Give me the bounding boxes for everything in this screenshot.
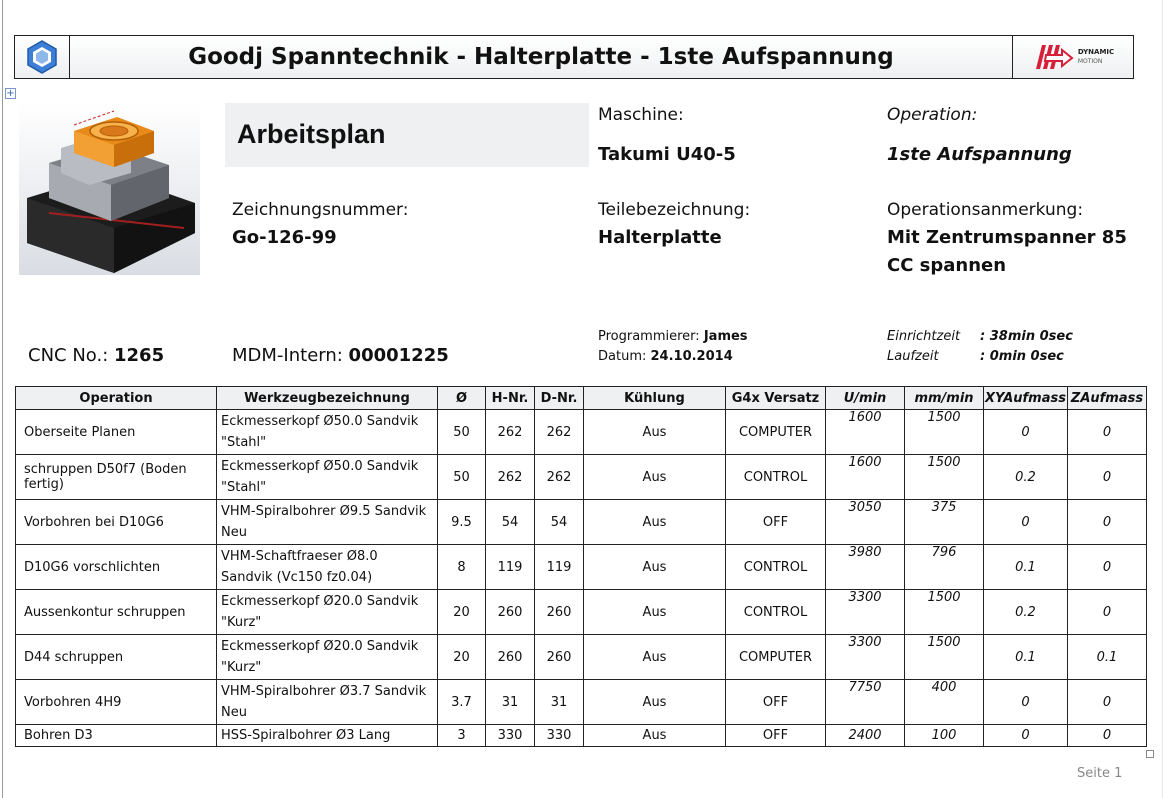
col-header: G4x Versatz	[726, 387, 826, 410]
col-header: Kühlung	[584, 387, 726, 410]
cell-z-allowance: 0	[1068, 410, 1147, 455]
cell-diameter: 50	[438, 455, 486, 500]
cell-tool: Eckmesserkopf Ø20.0 Sandvik "Kurz"	[217, 590, 438, 635]
cell-g4x: CONTROL	[726, 455, 826, 500]
table-header-row	[16, 387, 1147, 410]
cell-xy-allowance: 0	[984, 725, 1068, 747]
cell-z-allowance: 0	[1068, 545, 1147, 590]
cell-tool: Eckmesserkopf Ø50.0 Sandvik "Stahl"	[217, 455, 438, 500]
table-row	[16, 545, 1147, 590]
cell-cooling: Aus	[584, 545, 726, 590]
col-header: H-Nr.	[486, 387, 535, 410]
dynamic-motion-logo	[1012, 36, 1133, 78]
col-header: Operation	[16, 387, 217, 410]
cell-h-nr: 260	[486, 590, 535, 635]
cell-diameter: 50	[438, 410, 486, 455]
mdm-intern-label: MDM-Intern:	[232, 345, 349, 366]
cnc-number-value: 1265	[114, 345, 165, 366]
document-header	[14, 35, 1134, 79]
operation-value: 1ste Aufspannung	[887, 144, 1072, 165]
cell-d-nr: 54	[535, 500, 584, 545]
table-row	[16, 410, 1147, 455]
cell-g4x: COMPUTER	[726, 410, 826, 455]
cell-operation: Bohren D3	[16, 725, 217, 747]
col-header: XYAufmass	[984, 387, 1068, 410]
cell-feed: 375	[905, 500, 984, 545]
cell-cooling: Aus	[584, 725, 726, 747]
hexagon-icon	[25, 39, 59, 75]
document-title: Goodj Spanntechnik - Halterplatte - 1ste Aufspannung	[188, 44, 894, 70]
cell-z-allowance: 0.1	[1068, 635, 1147, 680]
cell-feed: 796	[905, 545, 984, 590]
programmer-label: Programmierer:	[598, 329, 700, 344]
cell-xy-allowance: 0.1	[984, 545, 1068, 590]
cell-diameter: 9.5	[438, 500, 486, 545]
cell-rpm: 3300	[826, 590, 905, 635]
drawing-number-label: Zeichnungsnummer:	[232, 200, 409, 220]
col-header: ZAufmass	[1068, 387, 1147, 410]
col-header: mm/min	[905, 387, 984, 410]
cell-feed: 1500	[905, 455, 984, 500]
cell-d-nr: 330	[535, 725, 584, 747]
cell-tool: VHM-Spiralbohrer Ø3.7 Sandvik Neu	[217, 680, 438, 725]
table-row	[16, 590, 1147, 635]
cell-feed: 400	[905, 680, 984, 725]
cell-z-allowance: 0	[1068, 680, 1147, 725]
runtime-label: Laufzeit	[887, 349, 939, 364]
cell-tool: VHM-Schaftfraeser Ø8.0 Sandvik (Vc150 fz0.04)	[217, 545, 438, 590]
programmer	[598, 329, 748, 344]
cell-xy-allowance: 0.2	[984, 455, 1068, 500]
programmer-value: James	[703, 329, 748, 344]
operation-note-line-2: CC spannen	[887, 255, 1007, 276]
cell-operation: D10G6 vorschlichten	[16, 545, 217, 590]
cell-rpm: 7750	[826, 680, 905, 725]
page-number: Seite 1	[1077, 766, 1123, 781]
part-name-value: Halterplatte	[598, 227, 722, 248]
left-margin-rule	[2, 0, 3, 798]
cell-diameter: 20	[438, 635, 486, 680]
mdm-intern-value: 00001225	[348, 345, 449, 366]
date-label: Datum:	[598, 349, 647, 364]
page-edge	[1162, 0, 1163, 798]
col-header: Werkzeugbezeichnung	[217, 387, 438, 410]
cell-operation: Vorbohren 4H9	[16, 680, 217, 725]
cnc-number-label: CNC No.:	[28, 345, 114, 366]
cell-xy-allowance: 0	[984, 680, 1068, 725]
cell-diameter: 3.7	[438, 680, 486, 725]
cell-feed: 1500	[905, 635, 984, 680]
cell-operation: Aussenkontur schruppen	[16, 590, 217, 635]
cell-feed: 1500	[905, 590, 984, 635]
operation-note-line-1: Mit Zentrumspanner 85	[887, 227, 1127, 248]
cell-rpm: 3300	[826, 635, 905, 680]
col-header: D-Nr.	[535, 387, 584, 410]
cell-rpm: 1600	[826, 410, 905, 455]
cell-cooling: Aus	[584, 590, 726, 635]
cell-cooling: Aus	[584, 500, 726, 545]
cell-rpm: 1600	[826, 455, 905, 500]
company-logo	[15, 36, 70, 78]
cell-g4x: OFF	[726, 500, 826, 545]
cell-cooling: Aus	[584, 455, 726, 500]
brand-line-2: MOTION	[1077, 58, 1103, 65]
runtime-value-text: : 0min 0sec	[980, 349, 1064, 364]
machine-label: Maschine:	[598, 105, 684, 125]
cell-diameter: 20	[438, 590, 486, 635]
cell-h-nr: 262	[486, 410, 535, 455]
cell-tool: HSS-Spiralbohrer Ø3 Lang	[217, 725, 438, 747]
cell-xy-allowance: 0	[984, 410, 1068, 455]
setup-time-label: Einrichtzeit	[887, 329, 961, 344]
table-row	[16, 500, 1147, 545]
operation-label: Operation:	[887, 105, 978, 125]
setup-time-value	[980, 329, 1073, 344]
cell-diameter: 8	[438, 545, 486, 590]
arbeitsplan-heading: Arbeitsplan	[237, 119, 386, 149]
cell-tool: Eckmesserkopf Ø20.0 Sandvik "Kurz"	[217, 635, 438, 680]
operation-note-label: Operationsanmerkung:	[887, 200, 1084, 220]
runtime-value	[980, 349, 1064, 364]
cell-d-nr: 260	[535, 590, 584, 635]
table-resize-handle[interactable]	[1146, 750, 1154, 758]
cell-rpm: 3050	[826, 500, 905, 545]
cell-g4x: COMPUTER	[726, 635, 826, 680]
cell-h-nr: 260	[486, 635, 535, 680]
cell-d-nr: 260	[535, 635, 584, 680]
cell-g4x: OFF	[726, 680, 826, 725]
table-row	[16, 680, 1147, 725]
cell-rpm: 3980	[826, 545, 905, 590]
cell-z-allowance: 0	[1068, 500, 1147, 545]
cell-tool: Eckmesserkopf Ø50.0 Sandvik "Stahl"	[217, 410, 438, 455]
cell-cooling: Aus	[584, 410, 726, 455]
cell-h-nr: 262	[486, 455, 535, 500]
cell-d-nr: 262	[535, 455, 584, 500]
table-row	[16, 725, 1147, 747]
cell-g4x: OFF	[726, 725, 826, 747]
cnc-number	[28, 345, 164, 366]
part-image	[19, 103, 200, 275]
cell-rpm: 2400	[826, 725, 905, 747]
setup-time-value-text: : 38min 0sec	[980, 329, 1073, 344]
cell-z-allowance: 0	[1068, 455, 1147, 500]
cell-d-nr: 31	[535, 680, 584, 725]
col-header: Ø	[438, 387, 486, 410]
cell-feed: 1500	[905, 410, 984, 455]
table-move-handle-icon[interactable]: +	[6, 88, 15, 99]
date-value: 24.10.2014	[650, 349, 733, 364]
cell-d-nr: 262	[535, 410, 584, 455]
cell-operation: D44 schruppen	[16, 635, 217, 680]
cell-cooling: Aus	[584, 680, 726, 725]
dynamic-motion-icon	[1032, 41, 1074, 73]
part-name-label: Teilebezeichnung:	[598, 200, 751, 220]
table-row	[16, 455, 1147, 500]
cell-h-nr: 54	[486, 500, 535, 545]
cell-g4x: CONTROL	[726, 545, 826, 590]
cell-operation: Oberseite Planen	[16, 410, 217, 455]
col-header: U/min	[826, 387, 905, 410]
date	[598, 349, 733, 364]
cell-feed: 100	[905, 725, 984, 747]
cell-h-nr: 31	[486, 680, 535, 725]
cell-diameter: 3	[438, 725, 486, 747]
cell-d-nr: 119	[535, 545, 584, 590]
table-row	[16, 635, 1147, 680]
mdm-intern	[232, 345, 449, 366]
cell-xy-allowance: 0	[984, 500, 1068, 545]
cell-z-allowance: 0	[1068, 590, 1147, 635]
cell-xy-allowance: 0.2	[984, 590, 1068, 635]
cell-tool: VHM-Spiralbohrer Ø9.5 Sandvik Neu	[217, 500, 438, 545]
cell-h-nr: 330	[486, 725, 535, 747]
cell-g4x: CONTROL	[726, 590, 826, 635]
machine-value: Takumi U40-5	[598, 144, 736, 165]
cell-cooling: Aus	[584, 635, 726, 680]
operations-table	[15, 386, 1147, 747]
cell-xy-allowance: 0.1	[984, 635, 1068, 680]
cell-h-nr: 119	[486, 545, 535, 590]
arbeitsplan-heading-box	[225, 103, 589, 167]
brand-line-1: DYNAMIC	[1077, 48, 1115, 56]
cell-z-allowance: 0	[1068, 725, 1147, 747]
cell-operation: schruppen D50f7 (Boden fertig)	[16, 455, 217, 500]
cell-operation: Vorbohren bei D10G6	[16, 500, 217, 545]
drawing-number-value: Go-126-99	[232, 227, 337, 248]
